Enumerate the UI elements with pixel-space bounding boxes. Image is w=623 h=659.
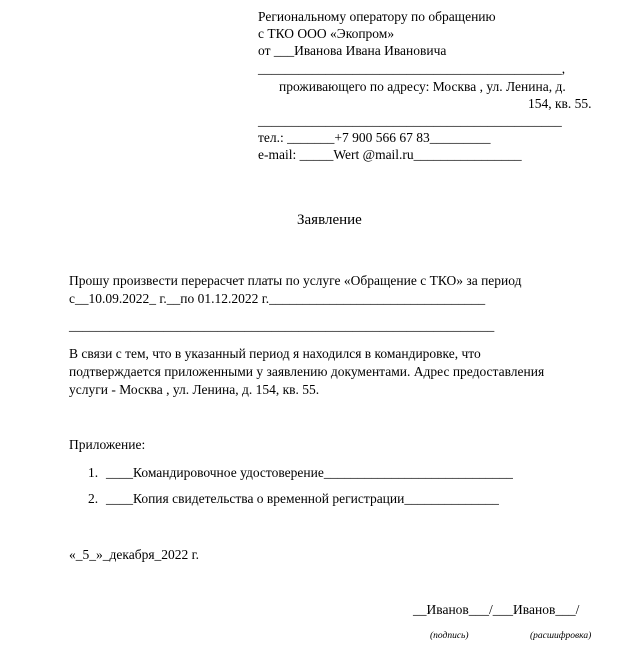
date-line: «_5_»_декабря_2022 г. xyxy=(69,547,200,562)
from-underline: _____________________________________________, xyxy=(258,61,566,76)
request-line-2: с__10.09.2022_ г.__по 01.12.2022 г.________________________________ xyxy=(69,291,486,306)
attachment-number: 1. xyxy=(88,465,99,480)
request-line-1: Прошу произвести перерасчет платы по услуге «Обращение с ТКО» за период xyxy=(69,273,522,288)
recipient-line-2: с ТКО ООО «Экопром» xyxy=(258,26,395,41)
request-line-3: _______________________________________________________________ xyxy=(69,318,495,333)
address-line-2: 154, кв. 55. xyxy=(528,96,592,111)
reason-line-1: В связи с тем, что в указанный период я находился в командировке, что xyxy=(69,346,481,361)
phone-line: тел.: _______+7 900 566 67 83_________ xyxy=(258,130,491,145)
recipient-line-1: Региональному оператору по обращению xyxy=(258,9,496,24)
attachment-item: ____Командировочное удостоверение____________________________ xyxy=(106,465,513,480)
attachments-heading: Приложение: xyxy=(69,437,146,452)
address-line-1: проживающего по адресу: Москва , ул. Ленина, д. xyxy=(279,79,566,94)
signature-label: (подпись) xyxy=(430,631,469,641)
reason-line-2: подтверждается приложенными у заявлению документами. Адрес предоставления xyxy=(69,364,545,379)
from-line: от ___Иванова Ивана Ивановича xyxy=(258,43,447,58)
reason-line-3: услуги - Москва , ул. Ленина, д. 154, кв. 55. xyxy=(69,382,320,397)
attachment-item: ____Копия свидетельства о временной регистрации______________ xyxy=(106,491,499,506)
decoding-label: (расшифровка) xyxy=(530,631,592,641)
attachment-number: 2. xyxy=(88,491,99,506)
document-title: Заявление xyxy=(297,212,362,228)
email-line: e-mail: _____Wert @mail.ru________________ xyxy=(258,147,522,162)
signature-line: __Иванов___/___Иванов___/ xyxy=(413,602,580,617)
address-underline: _____________________________________________ xyxy=(258,113,562,128)
